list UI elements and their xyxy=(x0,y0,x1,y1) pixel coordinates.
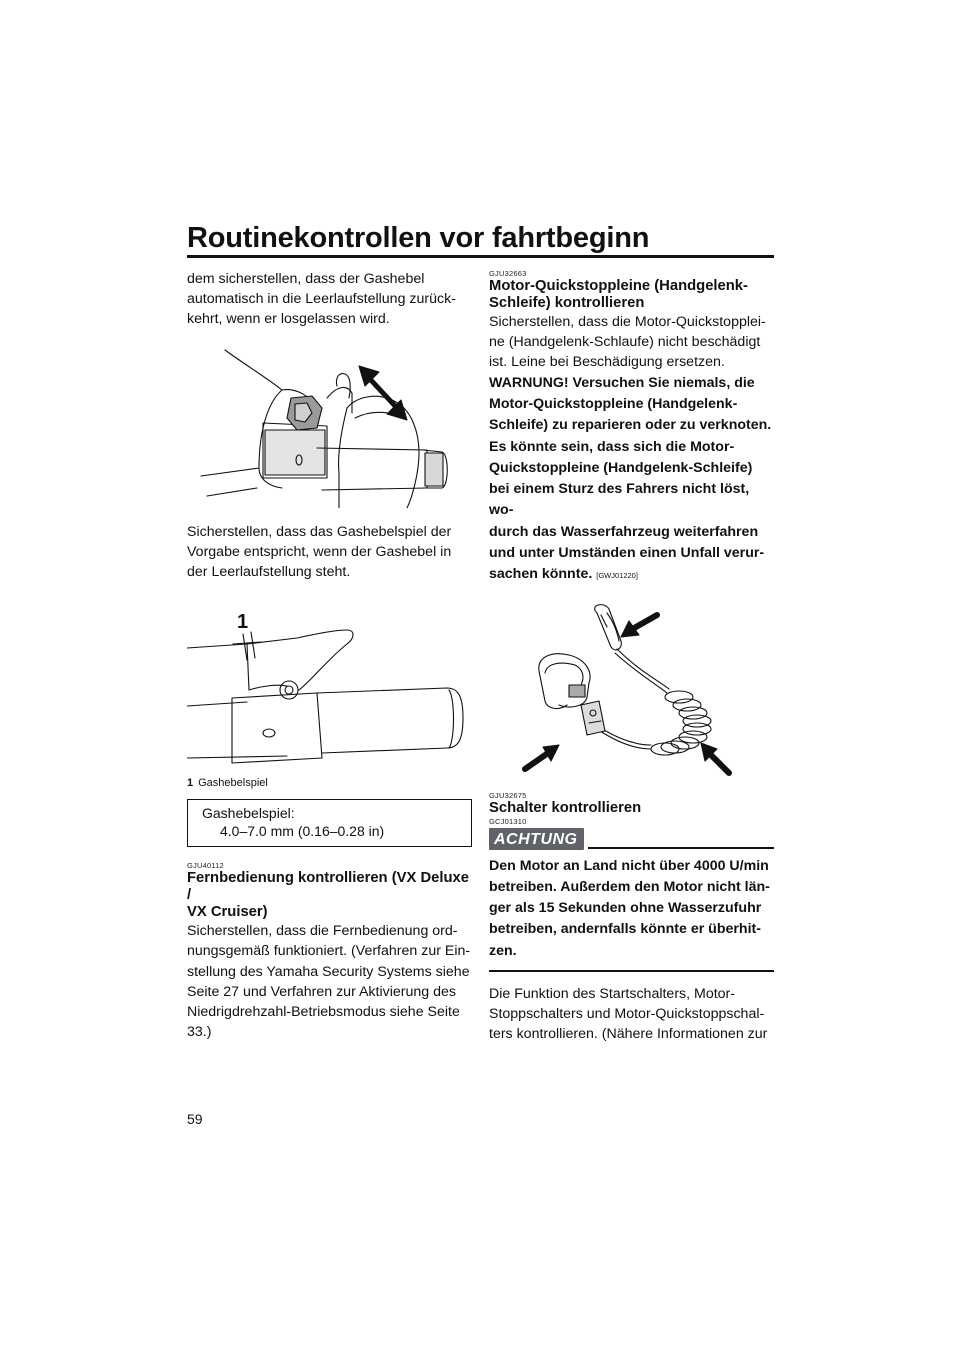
warning-line: WARNUNG! Versuchen Sie niemals, die xyxy=(489,374,755,391)
caution-line: betreiben, andernfalls könnte er überhit- xyxy=(489,921,761,938)
throttle-lever-hand-illustration xyxy=(187,338,472,508)
section-body-line: Seite 27 und Verfahren zur Aktivierung des xyxy=(187,983,456,1000)
right-column xyxy=(489,269,774,1045)
figure-caption xyxy=(187,777,472,789)
section-body-line: Sicherstellen, dass die Fernbedienung ord- xyxy=(187,923,458,940)
warning-line: bei einem Sturz des Fahrers nicht löst, wo- xyxy=(489,481,750,519)
spec-label: Gashebelspiel: xyxy=(202,805,295,822)
section-code: GJU40112 xyxy=(187,861,224,871)
caution-badge: ACHTUNG xyxy=(489,828,584,850)
caution-line: Den Motor an Land nicht über 4000 U/min xyxy=(489,857,769,874)
section-body-line: Sicherstellen, dass die Motor-Quickstopplei- xyxy=(489,314,766,330)
section-code: GJU32675 xyxy=(489,790,527,800)
warning-line: sachen könnte. xyxy=(489,566,593,583)
caution-line: ger als 15 Sekunden ohne Wasserzufuhr xyxy=(489,900,762,917)
spec-box xyxy=(187,799,472,847)
caution-line: zen. xyxy=(489,942,517,959)
page-title: Routinekontrollen vor fahrtbeginn xyxy=(187,222,650,254)
section-body-line: ters kontrollieren. (Nähere Informationen zur xyxy=(489,1026,768,1043)
section-title-line: Motor-Quickstoppleine (Handgelenk- xyxy=(489,278,748,294)
intro-line: automatisch in die Leerlaufstellung zurück- xyxy=(187,291,456,308)
section-code: GJU32663 xyxy=(489,269,527,278)
intro-line: kehrt, wenn er losgelassen wird. xyxy=(187,311,390,328)
intro-line: dem sicherstellen, dass der Gashebel xyxy=(187,271,425,287)
lanyard-illustration xyxy=(489,601,774,781)
section-body-line: Stoppschalters und Motor-Quickstoppschal- xyxy=(489,1006,765,1023)
para2-line: Vorgabe entspricht, wenn der Gashebel in xyxy=(187,543,452,560)
section-title-line: Schleife) kontrollieren xyxy=(489,295,645,311)
caption-text: Gashebelspiel xyxy=(198,777,268,790)
callout-1: 1 xyxy=(237,611,249,634)
section-body-line: Niedrigdrehzahl-Betriebsmodus siehe Seite xyxy=(187,1004,460,1021)
warning-code: [GWJ01220] xyxy=(596,571,638,581)
warning-line: Motor-Quickstoppleine (Handgelenk- xyxy=(489,395,738,412)
section-body-line: 33.) xyxy=(187,1024,212,1041)
section-title-line: Fernbedienung kontrollieren (VX Deluxe / xyxy=(187,870,470,904)
warning-line: Schleife) zu reparieren oder zu verknoten. xyxy=(489,417,772,434)
title-rule xyxy=(187,255,774,258)
section-body-line: ne (Handgelenk-Schlaufe) nicht beschädigt xyxy=(489,334,761,351)
caution-line: betreiben. Außerdem den Motor nicht län- xyxy=(489,878,770,895)
caution-top-rule xyxy=(588,847,775,849)
section-title: Schalter kontrollieren xyxy=(489,799,642,816)
warning-last-line xyxy=(489,564,774,586)
para2-line: Sicherstellen, dass das Gashebelspiel der xyxy=(187,523,452,540)
caution-code: GCJ01310 xyxy=(489,816,527,826)
warning-line: durch das Wasserfahrzeug weiterfahren xyxy=(489,523,759,540)
spec-value: 4.0–7.0 mm (0.16–0.28 in) xyxy=(220,823,385,840)
section-body-line: ist. Leine bei Beschädigung ersetzen. xyxy=(489,354,725,371)
section-title-line: VX Cruiser) xyxy=(187,904,268,921)
warning-line: und unter Umständen einen Unfall verur- xyxy=(489,544,765,561)
page-number: 59 xyxy=(187,1111,203,1127)
caution-header xyxy=(489,828,774,850)
para2-line: der Leerlaufstellung steht. xyxy=(187,564,351,581)
left-column xyxy=(187,269,472,1042)
section-body-line: stellung des Yamaha Security Systems siehe xyxy=(187,963,470,980)
warning-line: Es könnte sein, dass sich die Motor- xyxy=(489,438,735,455)
throttle-free-play-illustration xyxy=(187,598,472,773)
section-body-line: nungsgemäß funktioniert. (Verfahren zur Ein- xyxy=(187,943,471,960)
warning-line: Quickstoppleine (Handgelenk-Schleife) xyxy=(489,459,753,476)
section-body-line: Die Funktion des Startschalters, Motor- xyxy=(489,986,736,1003)
caption-number: 1 xyxy=(187,777,194,790)
